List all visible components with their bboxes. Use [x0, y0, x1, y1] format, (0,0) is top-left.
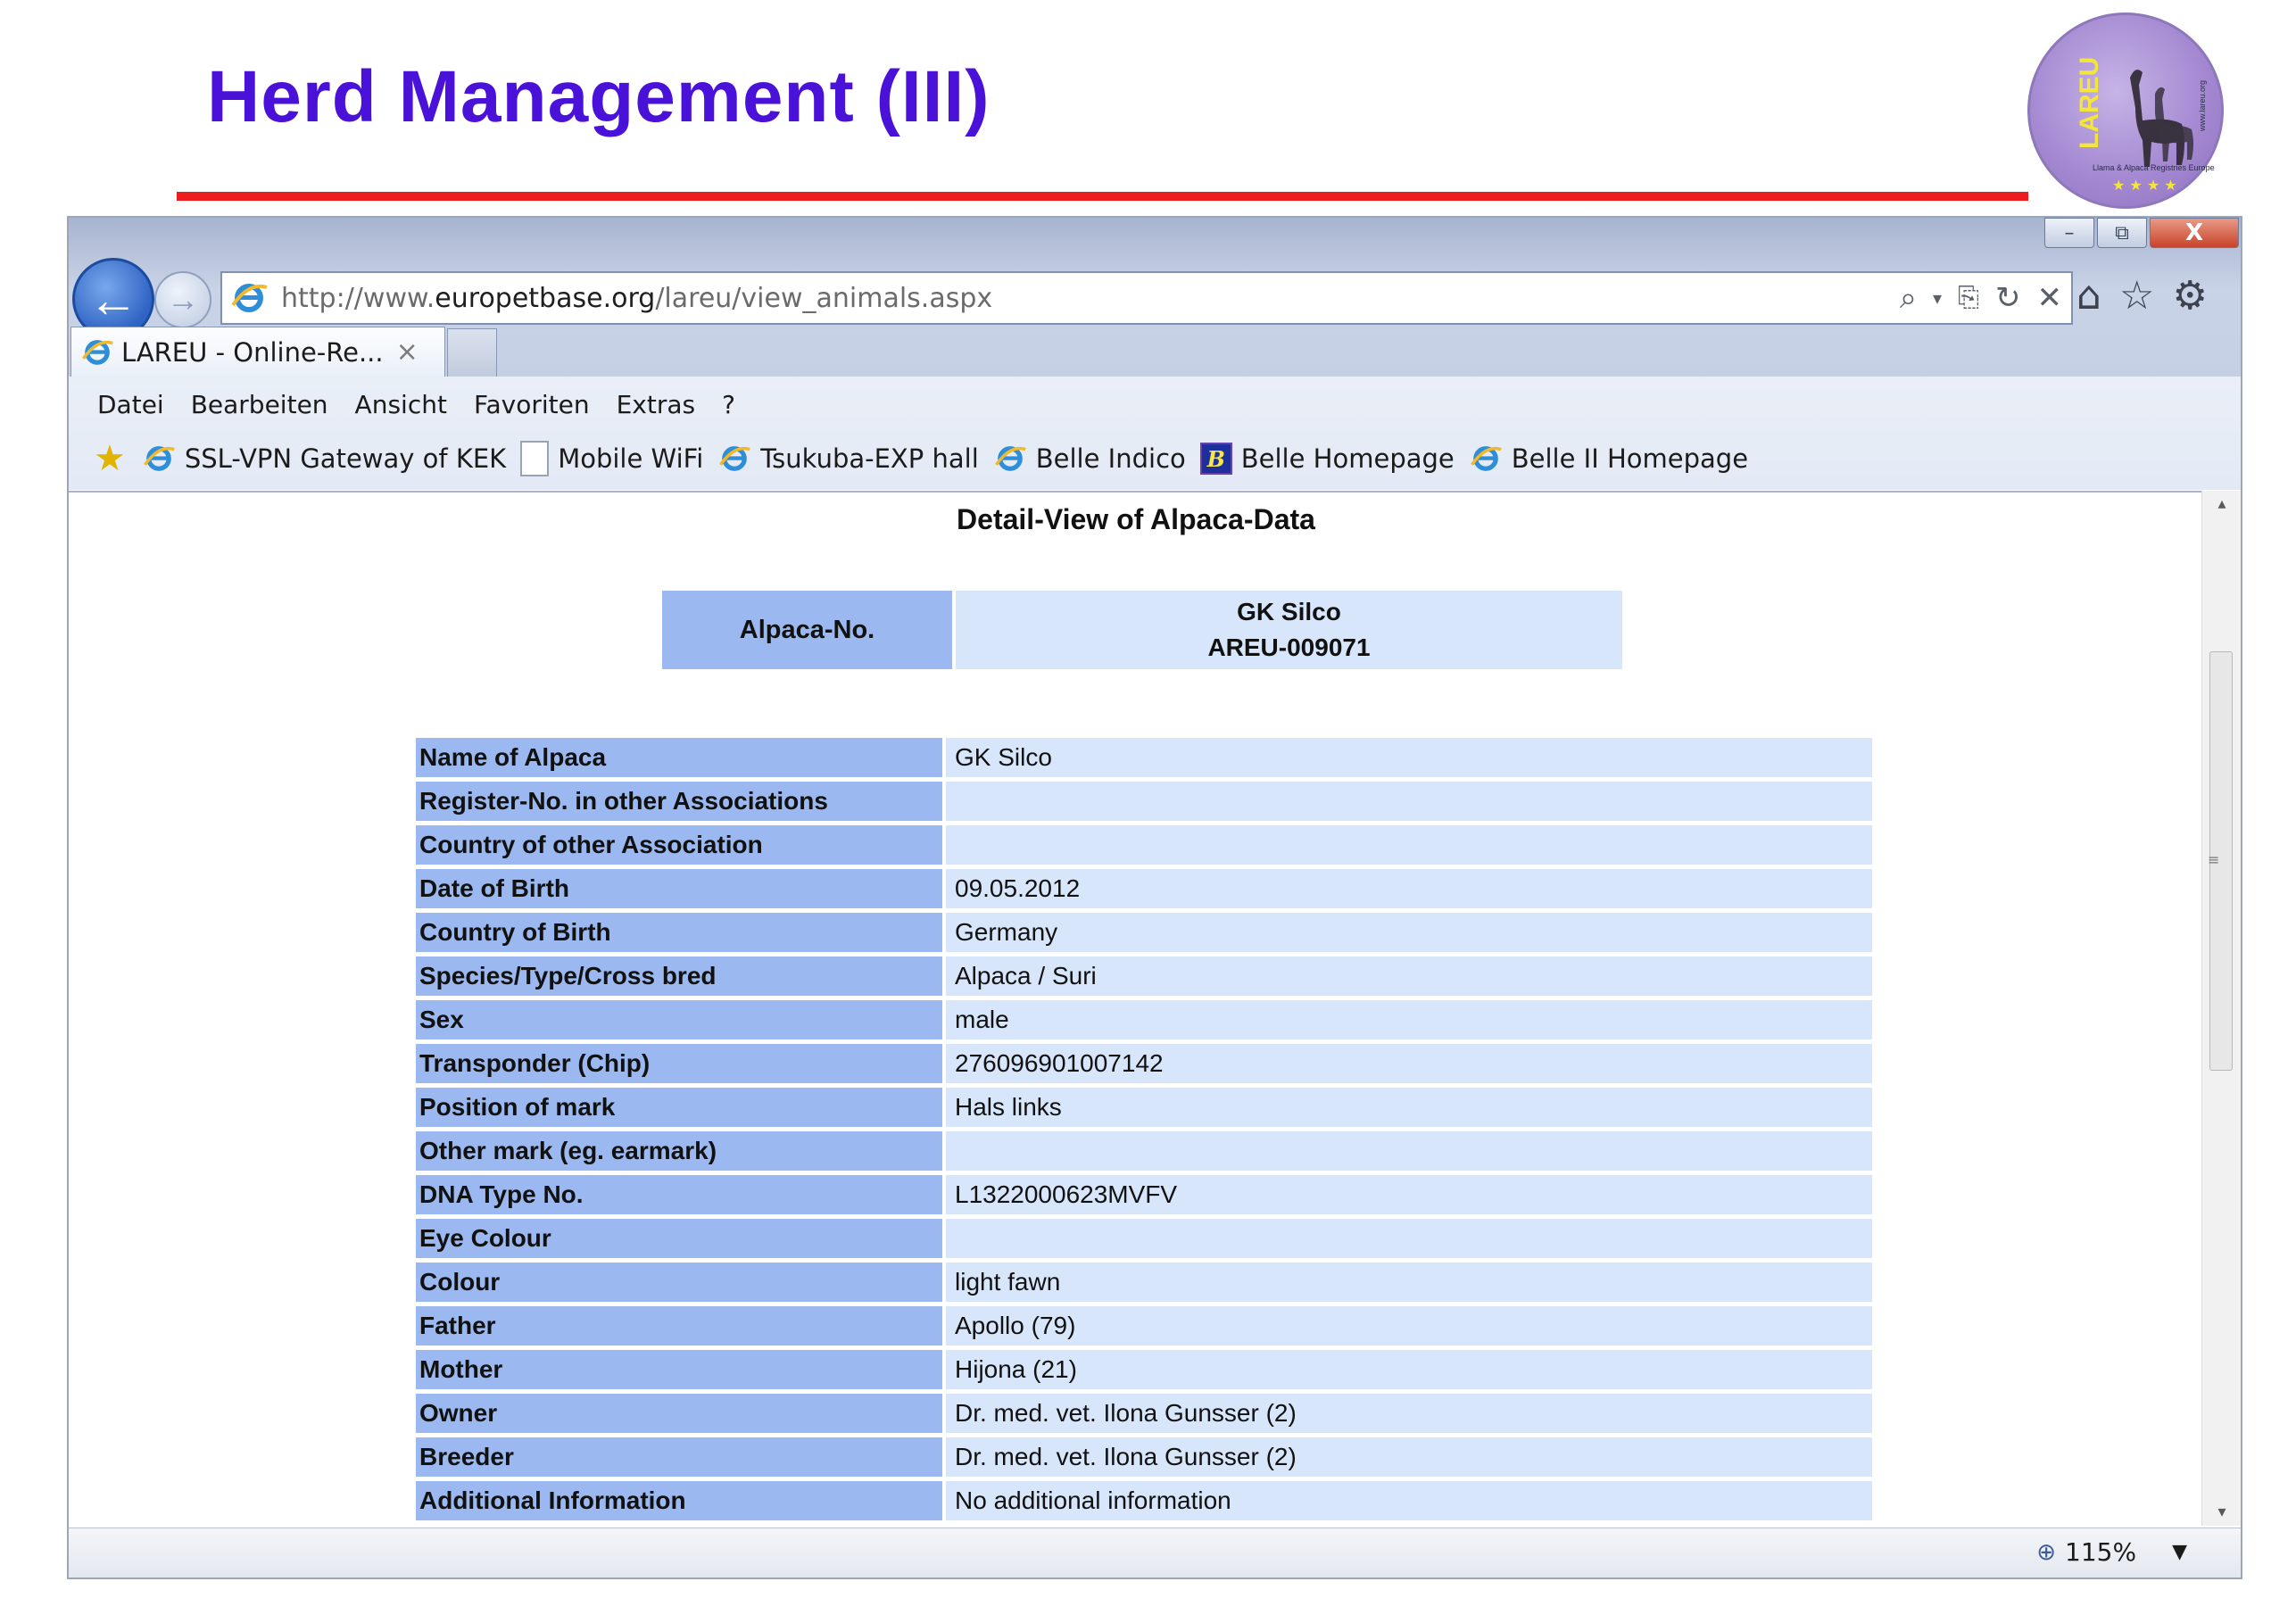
- row-value: 09.05.2012: [942, 869, 1872, 908]
- forward-button[interactable]: [154, 271, 211, 328]
- url-prefix: http://www.: [281, 282, 435, 314]
- new-tab-button[interactable]: [447, 328, 497, 377]
- scroll-down-icon[interactable]: ▾: [2217, 1503, 2226, 1521]
- menu-bar: [97, 380, 735, 428]
- row-value: [942, 825, 1872, 865]
- ie-icon: [1469, 442, 1503, 476]
- url-host: europetbase.org: [435, 282, 656, 314]
- forward-arrow-icon: →: [167, 281, 199, 318]
- row-label: Breeder: [416, 1437, 942, 1477]
- table-row: [416, 1350, 1872, 1389]
- table-row: [416, 1306, 1872, 1346]
- menu-extras[interactable]: Extras: [616, 389, 696, 419]
- ie-icon: [80, 335, 114, 369]
- vertical-scrollbar[interactable]: [2201, 491, 2241, 1526]
- row-label: Country of other Association: [416, 825, 942, 865]
- table-row: [416, 1044, 1872, 1083]
- favorite-tsukuba[interactable]: [717, 442, 979, 476]
- svg-text:Llama & Alpaca Registries Euro: Llama & Alpaca Registries Europe: [2093, 163, 2215, 172]
- alpaca-number-box: [662, 591, 1622, 669]
- favorite-label: Mobile WiFi: [558, 443, 704, 474]
- row-label: Transponder (Chip): [416, 1044, 942, 1083]
- table-row: [416, 956, 1872, 996]
- row-label: Register-No. in other Associations: [416, 782, 942, 821]
- alpaca-name: GK Silco: [1237, 598, 1341, 625]
- row-label: Colour: [416, 1263, 942, 1302]
- table-row: [416, 913, 1872, 952]
- table-row: [416, 1088, 1872, 1127]
- table-row: [416, 1219, 1872, 1258]
- favorite-label: Belle II Homepage: [1511, 443, 1749, 474]
- row-label: Sex: [416, 1000, 942, 1039]
- svg-text:★ ★ ★ ★: ★ ★ ★ ★: [2112, 177, 2177, 194]
- favorites-star-icon[interactable]: ☆: [2118, 273, 2155, 319]
- ie-icon: [993, 442, 1027, 476]
- menu-bearbeiten[interactable]: Bearbeiten: [190, 389, 328, 419]
- zoom-control[interactable]: [2036, 1537, 2187, 1567]
- row-value: Apollo (79): [942, 1306, 1872, 1346]
- favorite-belle2-homepage[interactable]: [1469, 442, 1748, 476]
- row-value: GK Silco: [942, 738, 1872, 777]
- belle-b-icon: B: [1200, 443, 1232, 475]
- tab-title: LAREU - Online-Re...: [121, 336, 384, 368]
- table-row: [416, 738, 1872, 777]
- table-row: [416, 825, 1872, 865]
- alpaca-detail-table: [416, 733, 1872, 1525]
- row-label: Name of Alpaca: [416, 738, 942, 777]
- row-value: male: [942, 1000, 1872, 1039]
- address-tools: [1900, 278, 2062, 318]
- favorite-label: Tsukuba-EXP hall: [760, 443, 979, 474]
- favorites-add-star-icon[interactable]: ★: [94, 438, 126, 479]
- favorites-bar: [94, 432, 1752, 485]
- refresh-icon[interactable]: ↻: [1995, 280, 2021, 316]
- title-divider: [177, 192, 2028, 201]
- menu-datei[interactable]: Datei: [97, 389, 164, 419]
- search-icon[interactable]: ⌕: [1899, 280, 1917, 316]
- close-window-button[interactable]: X: [2150, 218, 2239, 248]
- row-value: No additional information: [942, 1481, 1872, 1520]
- svg-text:www.lareu.org: www.lareu.org: [2198, 79, 2207, 131]
- zoom-magnifier-icon: ⊕: [2036, 1538, 2057, 1566]
- favorite-mobile-wifi[interactable]: [520, 441, 703, 476]
- address-bar[interactable]: [220, 271, 2073, 325]
- table-row: [416, 1131, 1872, 1171]
- row-label: Date of Birth: [416, 869, 942, 908]
- menu-ansicht[interactable]: Ansicht: [354, 389, 447, 419]
- alpaca-number-value: [956, 591, 1622, 669]
- table-row: [416, 1481, 1872, 1520]
- table-row: [416, 1437, 1872, 1477]
- svg-text:LAREU: LAREU: [2075, 56, 2104, 149]
- url-path: /lareu/view_animals.aspx: [655, 282, 993, 314]
- table-row: [416, 1000, 1872, 1039]
- row-label: Eye Colour: [416, 1219, 942, 1258]
- row-value: 276096901007142: [942, 1044, 1872, 1083]
- row-value: Dr. med. vet. Ilona Gunsser (2): [942, 1394, 1872, 1433]
- status-bar: [69, 1528, 2241, 1579]
- row-value: [942, 1219, 1872, 1258]
- slide-title: Herd Management (III): [207, 56, 991, 137]
- page-content: [69, 491, 2203, 1526]
- row-value: Alpaca / Suri: [942, 956, 1872, 996]
- stop-icon[interactable]: ✕: [2036, 280, 2062, 316]
- row-value: [942, 782, 1872, 821]
- tab-lareu[interactable]: [70, 327, 445, 377]
- favorite-ssl-vpn[interactable]: [142, 442, 506, 476]
- row-label: Owner: [416, 1394, 942, 1433]
- table-row: [416, 782, 1872, 821]
- browser-toolbar-right: [2076, 269, 2208, 323]
- window-controls: [2044, 218, 2239, 248]
- dropdown-caret-icon[interactable]: ▾: [1932, 287, 1942, 309]
- table-row: [416, 869, 1872, 908]
- alpaca-number-label: Alpaca-No.: [662, 591, 952, 669]
- back-arrow-icon: ←: [88, 270, 138, 327]
- favorite-belle-indico[interactable]: [993, 442, 1186, 476]
- row-value: Hijona (21): [942, 1350, 1872, 1389]
- detail-heading: Detail-View of Alpaca-Data: [957, 503, 1315, 535]
- zoom-dropdown-icon[interactable]: ▼: [2172, 1541, 2187, 1563]
- favorite-label: Belle Homepage: [1240, 443, 1455, 474]
- minimize-button[interactable]: –: [2044, 218, 2094, 248]
- favorite-label: SSL-VPN Gateway of KEK: [184, 443, 507, 474]
- url-text[interactable]: [281, 283, 992, 314]
- row-value: [942, 1131, 1872, 1171]
- home-icon[interactable]: ⌂: [2076, 273, 2101, 319]
- row-label: Species/Type/Cross bred: [416, 956, 942, 996]
- row-label: Father: [416, 1306, 942, 1346]
- restore-button[interactable]: ⧉: [2097, 218, 2147, 248]
- settings-gear-icon[interactable]: ⚙: [2172, 273, 2208, 319]
- row-label: Additional Information: [416, 1481, 942, 1520]
- alpaca-registry-number: AREU-009071: [1207, 633, 1371, 661]
- compatibility-view-icon[interactable]: ⎘: [1958, 282, 1979, 313]
- table-row: [416, 1263, 1872, 1302]
- row-label: Country of Birth: [416, 913, 942, 952]
- zoom-level: 115%: [2065, 1537, 2137, 1567]
- table-row: [416, 1394, 1872, 1433]
- menu-help[interactable]: ?: [722, 389, 735, 419]
- row-value: L1322000623MVFV: [942, 1175, 1872, 1214]
- lareu-logo: [2027, 12, 2224, 209]
- row-label: DNA Type No.: [416, 1175, 942, 1214]
- row-value: Dr. med. vet. Ilona Gunsser (2): [942, 1437, 1872, 1477]
- scrollbar-grip-icon: ≡: [2208, 851, 2220, 868]
- row-value: Hals links: [942, 1088, 1872, 1127]
- ie-icon: [142, 442, 176, 476]
- menu-favoriten[interactable]: Favoriten: [473, 389, 590, 419]
- ie-icon: [229, 278, 269, 318]
- page-icon: [520, 441, 549, 476]
- browser-window: [67, 216, 2242, 1579]
- row-label: Other mark (eg. earmark): [416, 1131, 942, 1171]
- row-label: Mother: [416, 1350, 942, 1389]
- row-value: Germany: [942, 913, 1872, 952]
- table-row: [416, 1175, 1872, 1214]
- ie-icon: [717, 442, 751, 476]
- row-label: Position of mark: [416, 1088, 942, 1127]
- tab-close-icon[interactable]: ×: [395, 336, 419, 368]
- favorite-belle-homepage[interactable]: [1200, 443, 1455, 475]
- favorite-label: Belle Indico: [1035, 443, 1186, 474]
- scroll-up-icon[interactable]: ▴: [2217, 494, 2226, 513]
- row-value: light fawn: [942, 1263, 1872, 1302]
